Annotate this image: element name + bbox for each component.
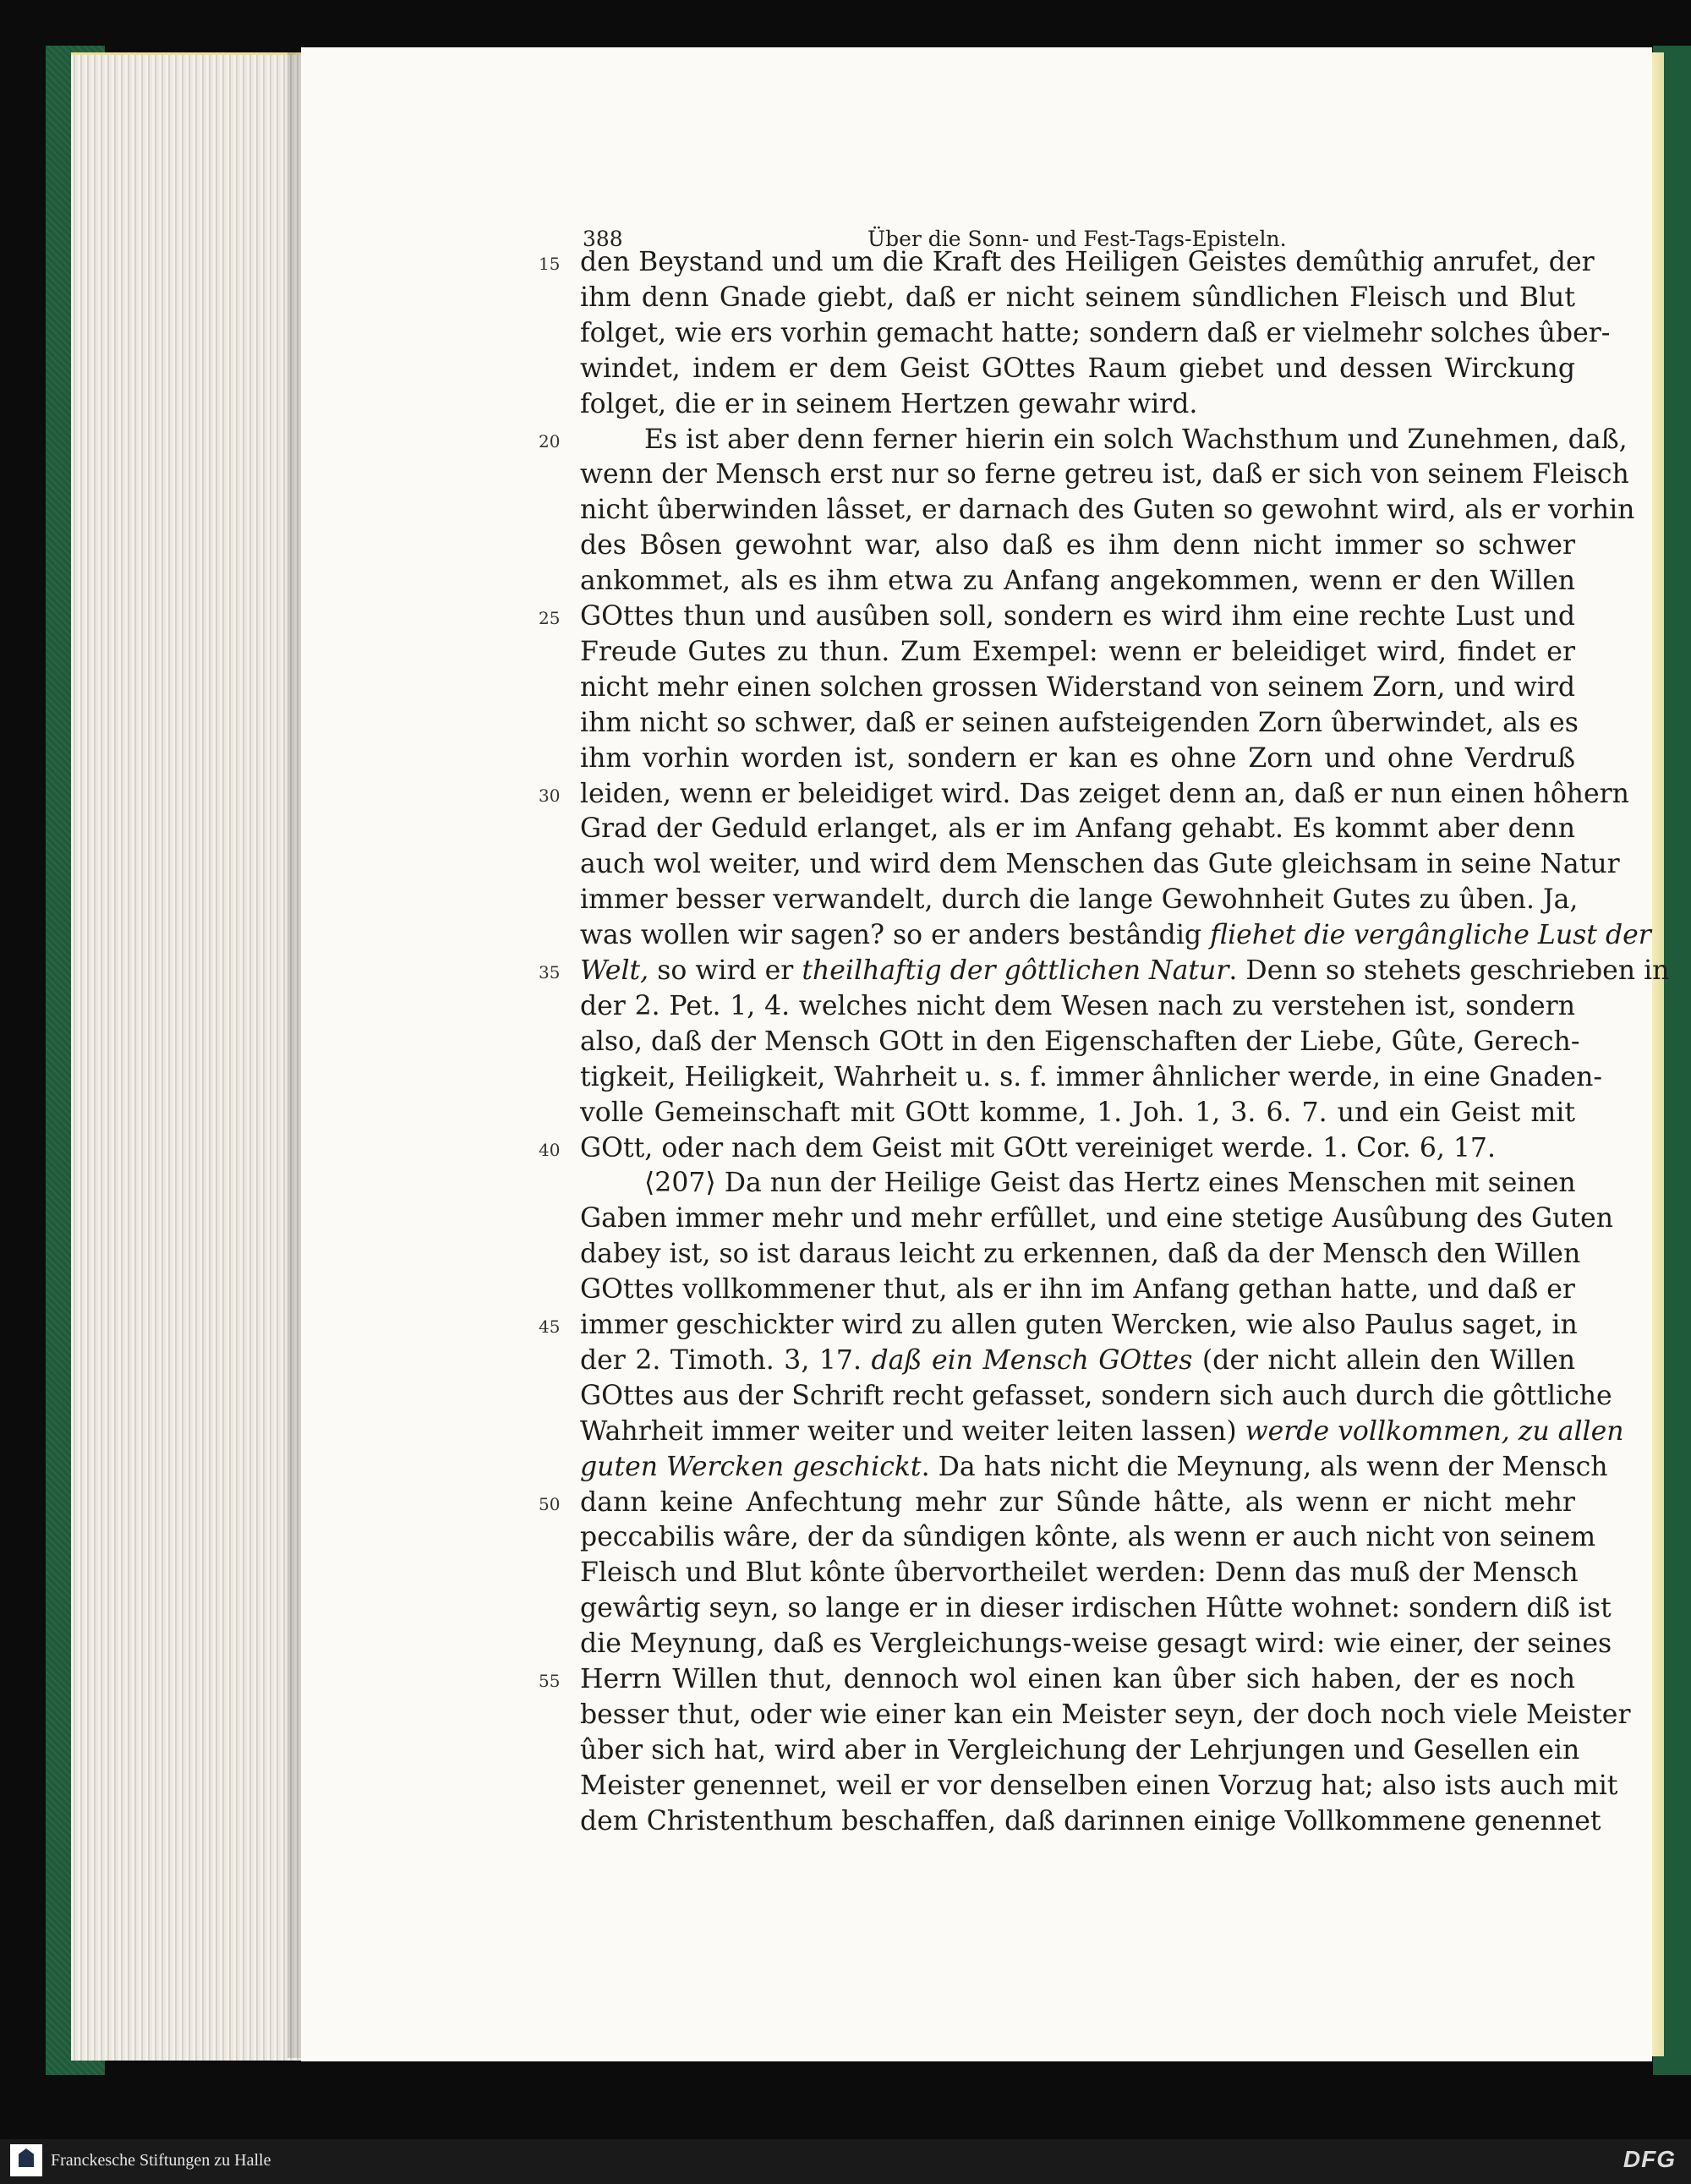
text-line [580,457,1629,491]
text-line [580,1096,1575,1130]
text-line [580,387,1575,421]
text-line [580,599,1575,633]
text-segment: den Beystand und um die Kraft des Heiligen Geistes demûthig anrufet, der [580,247,1595,277]
text-segment: windet, indem er dem Geist GOttes Raum giebet und dessen Wirckung [580,353,1575,384]
line-number: 35 [539,962,561,983]
text-segment: der 2. Pet. 1, 4. welches nicht dem Wesen nach zu verstehen ist, sondern [580,990,1575,1021]
text-line [580,847,1620,881]
text-segment: Fleisch und Blut kônte ûbervortheilet werden: Denn das muß der Mensch [580,1557,1579,1589]
text-segment: Herrn Willen thut, dennoch wol einen kan ûber sich haben, der es noch [580,1664,1575,1694]
text-segment: also, daß der Mensch GOtt in den Eigenschaften der Liebe, Gûte, Gerech- [580,1026,1580,1057]
text-line [580,316,1611,350]
text-segment: besser thut, oder wie einer kan ein Meister seyn, der doch noch viele Meister [580,1699,1631,1730]
text-segment: . Da hats nicht die Meynung, als wenn der Mensch [921,1451,1608,1482]
text-line [580,1201,1614,1235]
italic-text: Welt, [580,955,649,986]
text-segment: GOttes vollkommener thut, als er ihn im Anfang gethan hatte, und daß er [580,1274,1575,1305]
text-segment: ûber sich hat, wird aber in Vergleichung der Lehrjungen und Gesellen ein [580,1734,1580,1765]
text-line [580,1698,1631,1732]
text-line [580,989,1575,1023]
text-line [580,954,1670,988]
text-line [580,1520,1596,1554]
text-line [580,706,1579,740]
text-segment: wenn der Mensch erst nur so ferne getreu ist, daß er sich von seinem Fleisch [580,459,1629,490]
text-line [580,1379,1612,1413]
text-segment: dabey ist, so ist daraus leicht zu erkennen, daß da der Mensch den Willen [580,1239,1581,1270]
text-segment: . Denn so stehets geschrieben in [1229,955,1670,986]
text-segment: Es ist aber denn ferner hierin ein solch Wachsthum und Zunehmen, daß, [644,424,1628,455]
line-number: 45 [539,1316,561,1337]
text-line [580,671,1575,704]
line-number: 30 [539,785,561,806]
line-number: 25 [539,608,561,628]
text-line [580,1556,1579,1590]
text-segment: folget, die er in seinem Hertzen gewahr wird. [580,388,1198,419]
text-line [580,281,1575,315]
line-number: 55 [539,1671,561,1691]
text-segment: dann keine Anfechtung mehr zur Sûnde hâtte, als wenn er nicht mehr [580,1486,1575,1518]
text-line [580,1662,1575,1696]
page-number: 388 [583,227,623,251]
text-segment: (der nicht allein den Willen [1192,1344,1576,1376]
text-line [580,1769,1618,1803]
text-line [580,528,1575,562]
text-line [580,423,1628,457]
text-segment: volle Gemeinschaft mit GOtt komme, 1. Joh. 1, 3. 6. 7. und ein Geist mit [580,1097,1575,1128]
text-line [580,493,1635,527]
text-segment: die Meynung, daß es Vergleichungs-weise gesagt wird: wie einer, der seines [580,1628,1612,1660]
text-segment: Freude Gutes zu thun. Zum Exempel: wenn er beleidiget wird, findet er [580,636,1575,667]
text-line [580,1415,1624,1448]
text-line [580,1237,1581,1271]
text-segment: nicht ûberwinden lâsset, er darnach des Guten so gewohnt wird, als er vorhin [580,495,1635,526]
page-stack-edges [71,52,301,2061]
institution-logo-icon[interactable] [10,2144,42,2176]
text-segment: GOttes thun und ausûben soll, sondern es wird ihm eine rechte Lust und [580,601,1575,632]
text-line [580,883,1579,917]
text-line [580,1733,1580,1767]
text-segment: folget, wie ers vorhin gemacht hatte; sondern daß er vielmehr solches ûber- [580,317,1611,348]
text-line [580,352,1575,386]
text-line [580,635,1575,669]
text-line [580,1450,1608,1484]
institution-name: Franckesche Stiftungen zu Halle [51,2151,271,2170]
italic-text: fliehet die vergângliche Lust der [1210,920,1651,951]
text-segment: Grad der Geduld erlanget, als er im Anfang gehabt. Es kommt aber denn [580,813,1575,845]
text-line [580,245,1595,279]
text-segment: tigkeit, Heiligkeit, Wahrheit u. s. f. immer âhnlicher werde, in eine Gnaden- [580,1061,1603,1092]
running-head: Über die Sonn- und Fest-Tags-Episteln. [867,227,1287,251]
text-line [580,1060,1603,1094]
text-segment: ihm denn Gnade giebt, daß er nicht seinem sûndlichen Fleisch und Blut [580,282,1575,313]
text-line [580,1131,1575,1165]
text-segment: GOtt, oder nach dem Geist mit GOtt vereiniget werde. 1. Cor. 6, 17. [580,1132,1496,1163]
text-segment: Meister genennet, weil er vor denselben einen Vorzug hat; also ists auch mit [580,1770,1618,1801]
text-segment: auch wol weiter, und wird dem Menschen das Gute gleichsam in seine Natur [580,849,1620,880]
line-number: 50 [539,1493,561,1514]
text-line [580,918,1651,952]
text-line [580,1486,1575,1519]
text-line [580,1344,1575,1377]
italic-text: theilhaftig der gôttlichen Natur [802,955,1229,986]
viewer-footer [0,2139,1691,2184]
italic-text: guten Wercken geschickt [580,1451,922,1482]
text-line [580,1025,1580,1059]
page-right-edge [1652,52,1664,2056]
text-segment: was wollen wir sagen? so er anders bestândig [580,920,1211,951]
line-number: 40 [539,1139,561,1160]
text-segment: nicht mehr einen solchen grossen Widerstand von seinem Zorn, und wird [580,671,1575,703]
text-segment: peccabilis wâre, der da sûndigen kônte, als wenn er auch nicht von seinem [580,1522,1596,1553]
text-line [580,812,1575,846]
line-number: 15 [539,254,561,274]
text-line [580,777,1629,811]
text-segment: immer besser verwandelt, durch die lange Gewohnheit Gutes zu ûben. Ja, [580,884,1579,916]
text-segment: ihm nicht so schwer, daß er seinen aufsteigenden Zorn ûberwindet, als es [580,707,1579,738]
text-segment: dem Christenthum beschaffen, daß darinnen einige Vollkommene genennet [580,1805,1601,1836]
text-segment: immer geschickter wird zu allen guten Wercken, wie also Paulus saget, in [580,1310,1578,1340]
text-segment: des Bôsen gewohnt war, also daß es ihm denn nicht immer so schwer [580,530,1575,561]
italic-text: werde vollkommen, zu allen [1245,1415,1624,1447]
text-segment: ⟨207⟩ Da nun der Heilige Geist das Hertz eines Menschen mit seinen [644,1168,1576,1199]
italic-text: daß ein Mensch GOttes [871,1344,1193,1376]
text-line [580,1166,1575,1200]
text-line [580,1273,1575,1306]
text-segment: Wahrheit immer weiter und weiter leiten lassen) [580,1415,1245,1447]
text-segment: der 2. Timoth. 3, 17. [580,1344,872,1376]
text-segment: GOttes aus der Schrift recht gefasset, sondern sich auch durch die gôttliche [580,1380,1612,1411]
text-segment: gewârtig seyn, so lange er in dieser irdischen Hûtte wohnet: sondern diß ist [580,1593,1612,1624]
text-segment: ihm vorhin worden ist, sondern er kan es ohne Zorn und ohne Verdruß [580,742,1575,774]
text-line [580,1591,1612,1625]
text-segment: Gaben immer mehr und mehr erfûllet, und eine stetige Ausûbung des Guten [580,1203,1614,1234]
text-line [580,1804,1601,1838]
dfg-logo: DFG [1623,2146,1676,2172]
text-line [580,1308,1578,1342]
text-line [580,742,1575,775]
line-number: 20 [539,430,561,452]
text-line [580,564,1575,598]
text-segment: leiden, wenn er beleidiget wird. Das zeiget denn an, daß er nun einen hôhern [580,778,1629,809]
text-line [580,1627,1612,1661]
text-segment: so wird er [648,955,802,986]
text-segment: ankommet, als es ihm etwa zu Anfang angekommen, wenn er den Willen [580,566,1575,597]
